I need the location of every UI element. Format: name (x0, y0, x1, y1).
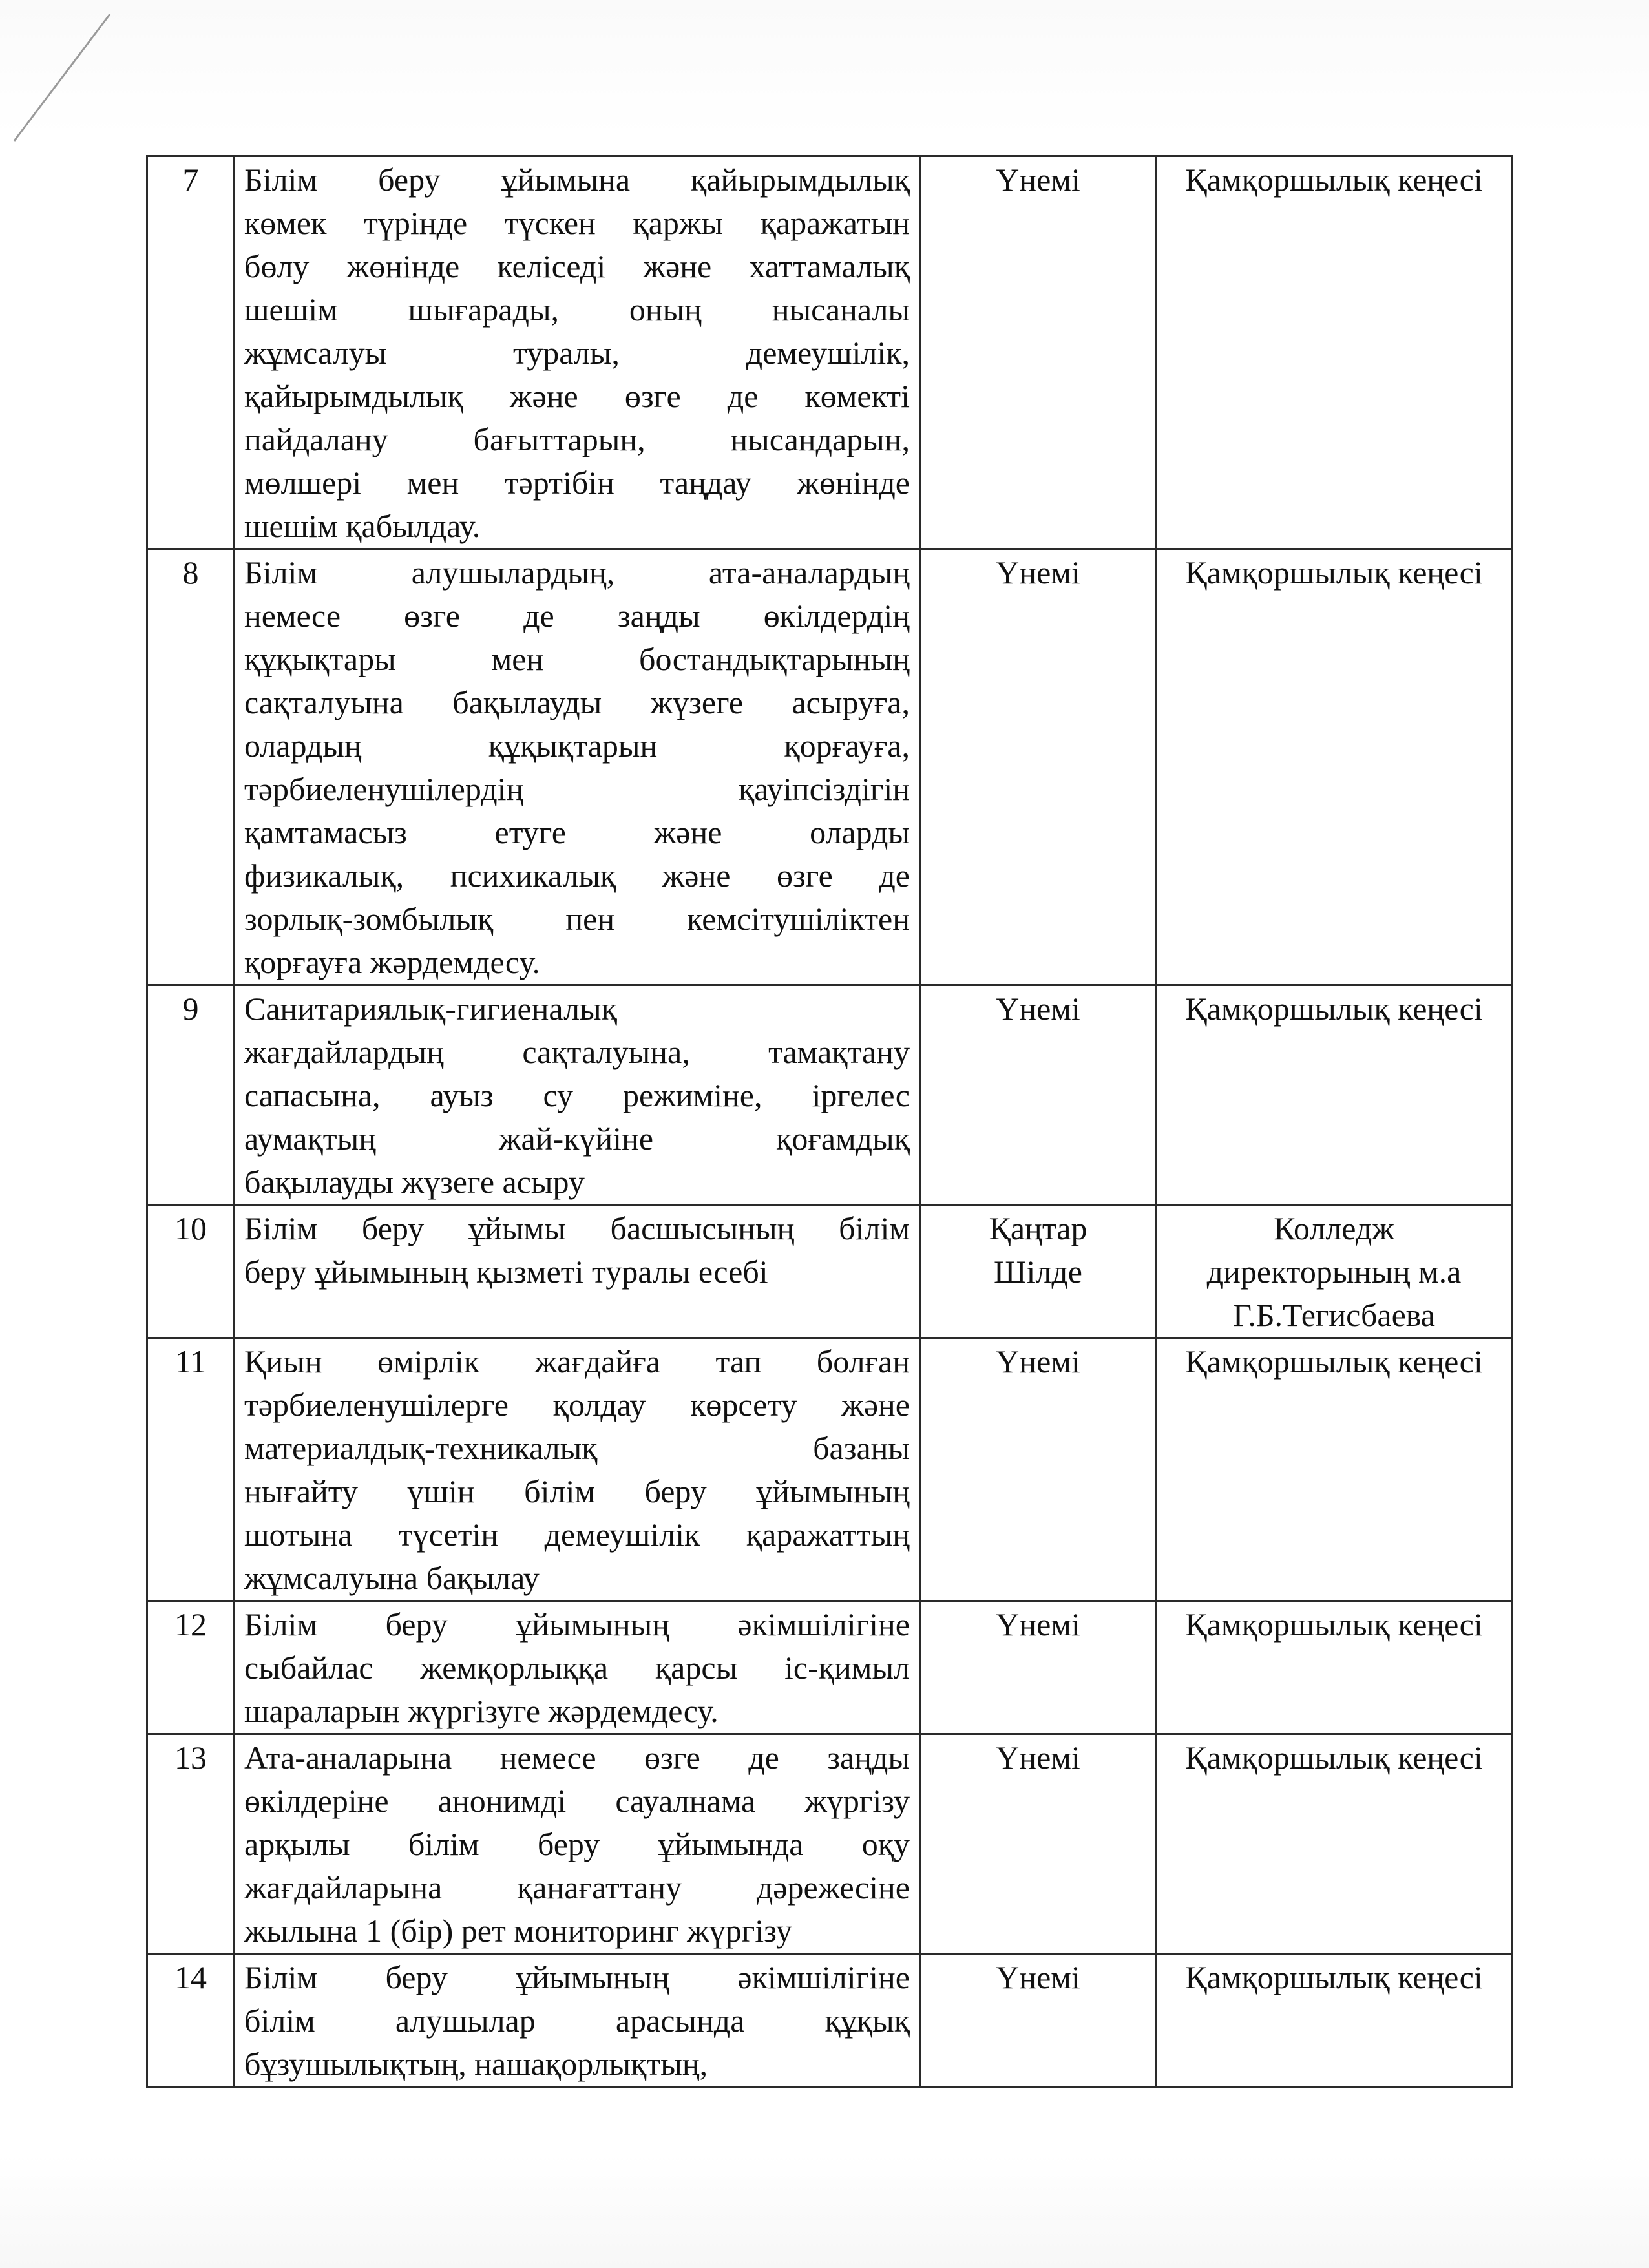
period-line: Қаңтар (989, 1210, 1087, 1246)
description-line: мөлшері мен тәртібін таңдау жөнінде (244, 465, 910, 501)
description-line: бөлу жөнінде келіседі және хаттамалық (244, 248, 910, 284)
period-line: Үнемі (996, 1739, 1080, 1776)
description-line: материалдық-техникалық базаны (244, 1430, 910, 1466)
event-description (235, 1338, 920, 1601)
event-responsible (1157, 1954, 1512, 2087)
description-line: шешім қабылдау. (244, 508, 481, 544)
description-line: Білім беру ұйымы басшысының білім (244, 1210, 910, 1246)
row-number: 10 (147, 1205, 235, 1338)
period-line: Үнемі (996, 162, 1080, 198)
table-row (147, 1734, 1512, 1954)
row-number: 13 (147, 1734, 235, 1954)
description-line: шотына түсетін демеушілік қаражаттың (244, 1517, 910, 1553)
description-line: жұмсалуына бақылау (244, 1560, 540, 1596)
description-line: Білім алушылардың, ата-аналардың (244, 554, 910, 591)
event-period (920, 1601, 1157, 1734)
description-line: сақталуына бақылауды жүзеге асыруға, (244, 684, 910, 720)
description-line: жылына 1 (бір) рет мониторинг жүргізу (244, 1913, 792, 1949)
period-line: Үнемі (996, 1606, 1080, 1643)
description-line: аумақтың жай-күйіне қоғамдық (244, 1120, 910, 1157)
event-description (235, 1954, 920, 2087)
event-responsible (1157, 1205, 1512, 1338)
table-row (147, 1601, 1512, 1734)
description-line: жағдайлардың сақталуына, тамақтану (244, 1034, 910, 1070)
description-line: Білім беру ұйымына қайырымдылық (244, 162, 910, 198)
description-line: олардың құқықтарын қорғауға, (244, 728, 910, 764)
description-line: қорғауға жәрдемдесу. (244, 944, 540, 980)
row-number: 14 (147, 1954, 235, 2087)
events-table (146, 155, 1513, 2088)
event-period (920, 156, 1157, 549)
description-line: бақылауды жүзеге асыру (244, 1164, 585, 1200)
description-line: білім алушылар арасында құқық (244, 2002, 910, 2039)
table-body (147, 156, 1512, 2087)
description-line: немесе өзге де заңды өкілдердің (244, 598, 910, 634)
row-number: 7 (147, 156, 235, 549)
description-line: арқылы білім беру ұйымында оқу (244, 1826, 910, 1862)
period-line: Үнемі (996, 1343, 1080, 1380)
event-description (235, 1205, 920, 1338)
description-line: жағдайларына қанағаттану дәрежесіне (244, 1869, 910, 1906)
description-line: сапасына, ауыз су режиміне, іргелес (244, 1077, 910, 1113)
period-line: Үнемі (996, 1959, 1080, 1995)
description-line: Санитариялық-гигиеналық (244, 991, 617, 1027)
row-number: 11 (147, 1338, 235, 1601)
description-line: Ата-аналарына немесе өзге де заңды (244, 1739, 910, 1776)
description-line: зорлық-зомбылық пен кемсітушіліктен (244, 901, 910, 937)
responsible-line: Қамқоршылық кеңесі (1185, 1606, 1483, 1643)
description-line: көмек түрінде түскен қаржы қаражатын (244, 205, 910, 241)
event-period (920, 1734, 1157, 1954)
responsible-line: Г.Б.Тегисбаева (1233, 1297, 1435, 1333)
description-line: қамтамасыз етуге және оларды (244, 814, 910, 850)
event-period (920, 1954, 1157, 2087)
event-period (920, 549, 1157, 985)
event-description (235, 549, 920, 985)
description-line: беру ұйымының қызметі туралы есебі (244, 1254, 768, 1290)
description-line: жұмсалуы туралы, демеушілік, (244, 335, 910, 371)
event-description (235, 1601, 920, 1734)
responsible-line: Қамқоршылық кеңесі (1185, 1959, 1483, 1995)
description-line: Қиын өмірлік жағдайға тап болған (244, 1343, 910, 1380)
responsible-line: Қамқоршылық кеңесі (1185, 1739, 1483, 1776)
event-period (920, 1338, 1157, 1601)
description-line: шешім шығарады, оның нысаналы (244, 291, 910, 328)
description-line: өкілдеріне анонимді сауалнама жүргізу (244, 1783, 910, 1819)
row-number: 8 (147, 549, 235, 985)
table-row (147, 549, 1512, 985)
event-period (920, 985, 1157, 1205)
description-line: бұзушылықтың, нашақорлықтың, (244, 2046, 708, 2082)
row-number: 12 (147, 1601, 235, 1734)
responsible-line: директорының м.а (1206, 1254, 1462, 1290)
responsible-line: Қамқоршылық кеңесі (1185, 162, 1483, 198)
event-description (235, 1734, 920, 1954)
table-row (147, 1954, 1512, 2087)
period-line: Үнемі (996, 991, 1080, 1027)
table-row (147, 1205, 1512, 1338)
description-line: қайырымдылық және өзге де көмекті (244, 378, 910, 414)
event-period (920, 1205, 1157, 1338)
event-responsible (1157, 1601, 1512, 1734)
description-line: нығайту үшін білім беру ұйымының (244, 1473, 910, 1509)
responsible-line: Колледж (1274, 1210, 1394, 1246)
description-line: физикалық, психикалық және өзге де (244, 857, 910, 894)
period-line: Үнемі (996, 554, 1080, 591)
event-description (235, 985, 920, 1205)
table-row (147, 156, 1512, 549)
event-responsible (1157, 1338, 1512, 1601)
period-line: Шілде (994, 1254, 1082, 1290)
event-responsible (1157, 1734, 1512, 1954)
event-responsible (1157, 549, 1512, 985)
table-row (147, 1338, 1512, 1601)
description-line: пайдалану бағыттарын, нысандарын, (244, 421, 910, 457)
event-description (235, 156, 920, 549)
description-line: тәрбиеленушілерге қолдау көрсету және (244, 1387, 910, 1423)
responsible-line: Қамқоршылық кеңесі (1185, 991, 1483, 1027)
responsible-line: Қамқоршылық кеңесі (1185, 1343, 1483, 1380)
description-line: шараларын жүргізуге жәрдемдесу. (244, 1693, 719, 1729)
description-line: Білім беру ұйымының әкімшілігіне (244, 1606, 910, 1643)
responsible-line: Қамқоршылық кеңесі (1185, 554, 1483, 591)
row-number: 9 (147, 985, 235, 1205)
table-row (147, 985, 1512, 1205)
event-responsible (1157, 985, 1512, 1205)
description-line: Білім беру ұйымының әкімшілігіне (244, 1959, 910, 1995)
description-line: сыбайлас жемқорлыққа қарсы іс-қимыл (244, 1650, 910, 1686)
description-line: тәрбиеленушілердің қауіпсіздігін (244, 771, 910, 807)
description-line: құқықтары мен бостандықтарының (244, 641, 910, 677)
scan-corner-mark (13, 13, 142, 142)
event-responsible (1157, 156, 1512, 549)
